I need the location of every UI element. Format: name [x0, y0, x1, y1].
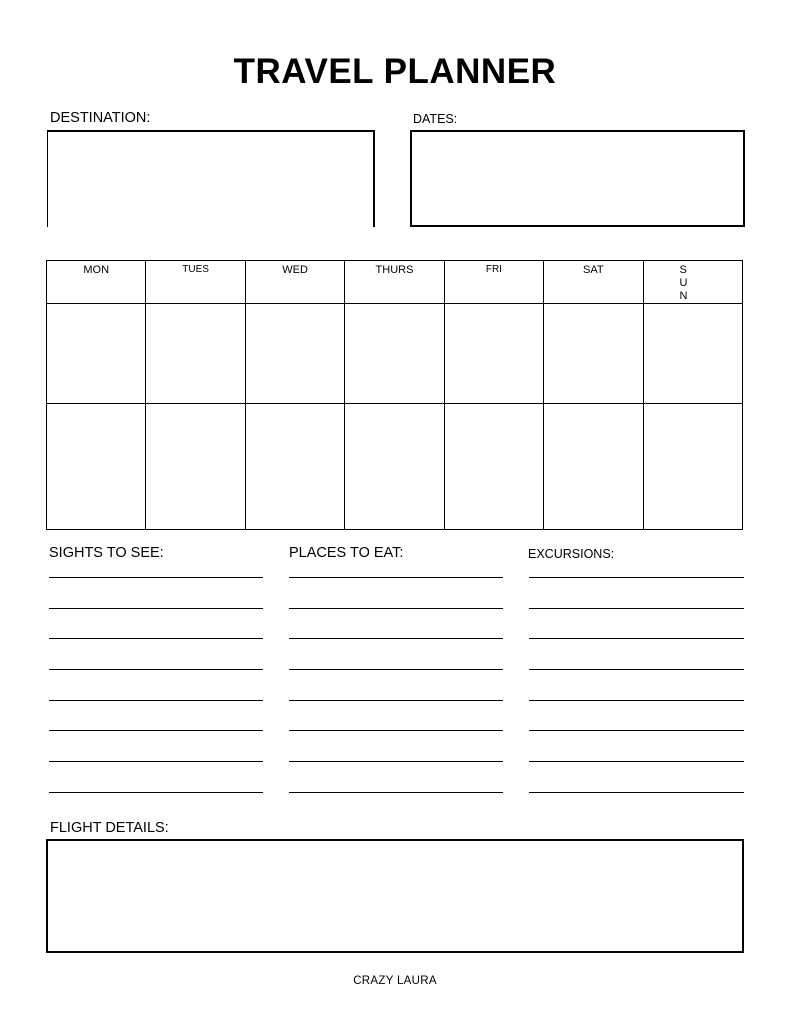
- day-header-mon: MON: [47, 261, 146, 304]
- calendar-cell[interactable]: [245, 404, 344, 530]
- calendar-cell[interactable]: [643, 404, 742, 530]
- write-line[interactable]: [529, 730, 744, 731]
- calendar-cell[interactable]: [643, 304, 742, 404]
- calendar-cell[interactable]: [345, 404, 444, 530]
- calendar-cell[interactable]: [47, 304, 146, 404]
- calendar-cell[interactable]: [444, 304, 543, 404]
- calendar-cell[interactable]: [146, 404, 245, 530]
- write-line[interactable]: [49, 577, 263, 578]
- page-title: TRAVEL PLANNER: [233, 52, 557, 91]
- day-header-fri: FRI: [444, 261, 543, 304]
- destination-field[interactable]: [47, 130, 375, 227]
- write-line[interactable]: [289, 730, 503, 731]
- calendar-row: [47, 304, 743, 404]
- write-line[interactable]: [529, 761, 744, 762]
- write-line[interactable]: [49, 700, 263, 701]
- day-header-sun: SUN: [643, 261, 742, 304]
- footer-credit: CRAZY LAURA: [353, 975, 437, 987]
- write-line[interactable]: [289, 669, 503, 670]
- day-header-sat: SAT: [544, 261, 643, 304]
- sights-label: SIGHTS TO SEE:: [49, 545, 164, 561]
- write-line[interactable]: [289, 577, 503, 578]
- places-label: PLACES TO EAT:: [289, 545, 404, 561]
- write-line[interactable]: [289, 700, 503, 701]
- write-line[interactable]: [289, 608, 503, 609]
- dates-label: DATES:: [413, 112, 458, 126]
- write-line[interactable]: [49, 792, 263, 793]
- excursions-label: EXCURSIONS:: [528, 547, 615, 561]
- write-line[interactable]: [529, 669, 744, 670]
- weekday-header-row: [47, 261, 743, 304]
- destination-label: DESTINATION:: [50, 110, 151, 126]
- weekly-calendar-grid: [46, 260, 743, 530]
- day-header-thurs: THURS: [345, 261, 444, 304]
- places-lines: [289, 577, 503, 793]
- write-line[interactable]: [289, 638, 503, 639]
- write-line[interactable]: [529, 577, 744, 578]
- write-line[interactable]: [529, 608, 744, 609]
- calendar-cell[interactable]: [245, 304, 344, 404]
- flight-details-label: FLIGHT DETAILS:: [50, 820, 169, 836]
- write-line[interactable]: [49, 761, 263, 762]
- write-line[interactable]: [289, 792, 503, 793]
- day-header-tues: TUES: [146, 261, 245, 304]
- day-header-wed: WED: [245, 261, 344, 304]
- calendar-cell[interactable]: [544, 404, 643, 530]
- calendar-row: [47, 404, 743, 530]
- write-line[interactable]: [529, 700, 744, 701]
- write-line[interactable]: [49, 638, 263, 639]
- calendar-cell[interactable]: [544, 304, 643, 404]
- sights-lines: [49, 577, 263, 793]
- dates-field[interactable]: [410, 130, 745, 227]
- write-line[interactable]: [529, 638, 744, 639]
- calendar-cell[interactable]: [444, 404, 543, 530]
- write-line[interactable]: [49, 608, 263, 609]
- write-line[interactable]: [49, 730, 263, 731]
- calendar-cell[interactable]: [345, 304, 444, 404]
- write-line[interactable]: [529, 792, 744, 793]
- flight-details-field[interactable]: [46, 839, 744, 953]
- calendar-cell[interactable]: [47, 404, 146, 530]
- write-line[interactable]: [49, 669, 263, 670]
- calendar-cell[interactable]: [146, 304, 245, 404]
- write-line[interactable]: [289, 761, 503, 762]
- excursions-lines: [529, 577, 744, 793]
